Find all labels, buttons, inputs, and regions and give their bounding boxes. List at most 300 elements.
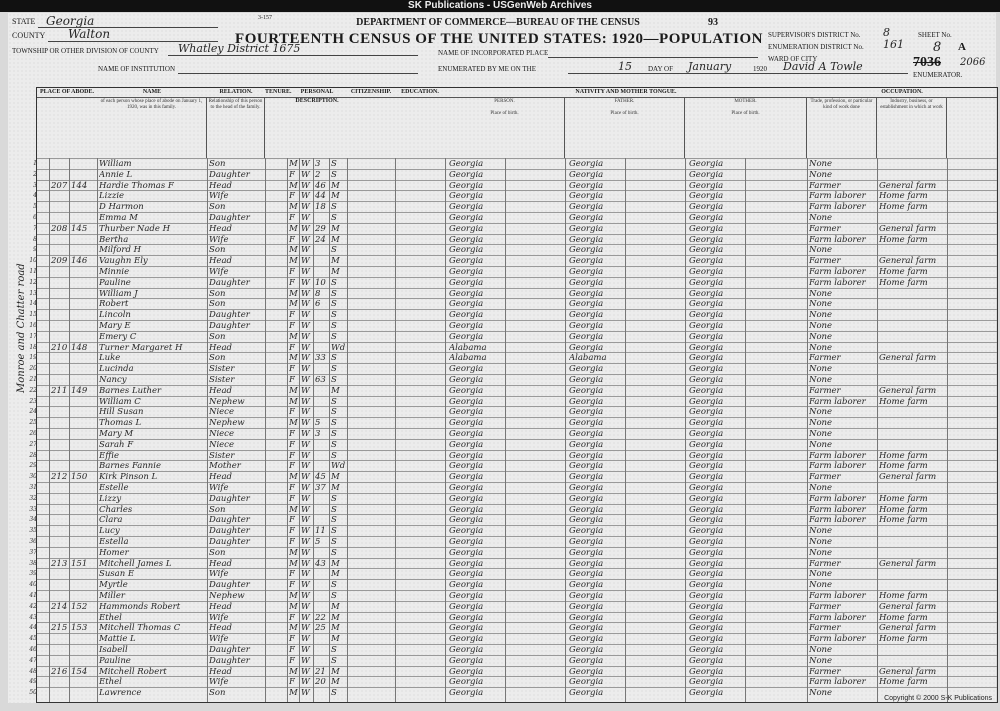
cell-ms: S xyxy=(331,493,337,504)
line-number: 12 xyxy=(29,278,37,286)
form-number: 3-157 xyxy=(258,15,272,21)
cell-mpob: Georgia xyxy=(689,234,724,245)
group-education: EDUCATION. xyxy=(395,88,445,98)
cell-rel: Wife xyxy=(209,267,229,277)
table-row xyxy=(29,385,997,396)
table-row xyxy=(29,536,997,547)
cell-ms: S xyxy=(331,591,337,601)
cell-ind: General farm xyxy=(879,256,937,267)
cell-ms: S xyxy=(331,375,337,385)
cell-race: W xyxy=(301,547,310,558)
line-number: 15 xyxy=(29,311,37,319)
cell-age: 11 xyxy=(315,526,326,537)
cell-rel: Nephew xyxy=(209,396,245,407)
cell-occ: Farmer xyxy=(809,601,841,612)
cell-sex: F xyxy=(289,439,295,450)
cell-occ: Farm laborer xyxy=(809,591,866,601)
cell-ind: General farm xyxy=(879,385,937,396)
cell-rel: Son xyxy=(209,288,226,299)
cell-ms: S xyxy=(331,504,337,515)
cell-pob: Georgia xyxy=(449,375,484,385)
line-number: 27 xyxy=(29,440,37,448)
industry-column-header: Industry, business, or establishment in which at work xyxy=(877,98,947,158)
cell-ms: M xyxy=(331,223,340,234)
cell-mpob: Georgia xyxy=(689,288,724,299)
cell-fam: 148 xyxy=(71,342,88,353)
cell-occ: Farmer xyxy=(809,385,841,396)
cell-rel: Daughter xyxy=(209,526,250,537)
column-divider xyxy=(395,158,396,702)
column-divider xyxy=(265,158,266,702)
cell-race: W xyxy=(301,677,310,688)
cell-sex: F xyxy=(289,169,295,180)
table-row xyxy=(29,547,997,558)
line-number: 10 xyxy=(29,257,37,265)
line-number: 50 xyxy=(29,689,37,697)
cell-dwell: 214 xyxy=(51,601,68,612)
cell-race: W xyxy=(301,385,310,396)
table-row xyxy=(29,471,997,483)
cell-age: 3 xyxy=(315,159,321,169)
cell-name: Nancy xyxy=(99,375,127,385)
cell-race: W xyxy=(301,558,310,569)
cell-mpob: Georgia xyxy=(689,396,724,407)
cell-sex: F xyxy=(289,277,295,288)
line-number: 1 xyxy=(33,160,37,167)
cell-name: Annie L xyxy=(99,169,133,180)
cell-fpob: Georgia xyxy=(569,526,604,537)
cell-occ: Farm laborer xyxy=(809,504,866,515)
cell-race: W xyxy=(301,439,310,450)
cell-ind: General farm xyxy=(879,666,937,677)
cell-pob: Georgia xyxy=(449,450,484,461)
cell-occ: None xyxy=(809,526,833,537)
cell-mpob: Georgia xyxy=(689,364,724,375)
cell-race: W xyxy=(301,472,310,483)
cell-age: 3 xyxy=(315,429,321,439)
cell-pob: Georgia xyxy=(449,213,484,223)
cell-sex: M xyxy=(289,601,298,612)
cell-mpob: Georgia xyxy=(689,472,724,483)
cell-race: W xyxy=(301,310,310,321)
cell-fpob: Georgia xyxy=(569,310,604,321)
cell-sex: M xyxy=(289,245,298,256)
cell-pob: Georgia xyxy=(449,634,484,645)
line-number: 8 xyxy=(33,235,37,243)
cell-rel: Wife xyxy=(209,677,229,688)
cell-occ: Farmer xyxy=(809,472,841,483)
cell-occ: None xyxy=(809,364,833,375)
cell-fpob: Georgia xyxy=(569,483,604,493)
cell-occ: Farm laborer xyxy=(809,234,866,245)
cell-fam: 154 xyxy=(71,666,88,677)
cell-name: Isabell xyxy=(99,645,128,655)
cell-occ: Farm laborer xyxy=(809,461,866,472)
line-number: 38 xyxy=(29,559,37,567)
cell-fpob: Georgia xyxy=(569,396,604,407)
cell-mpob: Georgia xyxy=(689,407,724,418)
line-number: 29 xyxy=(29,462,37,470)
cell-race: W xyxy=(301,169,310,180)
father-pob-label: Place of birth. xyxy=(610,111,639,116)
cell-race: W xyxy=(301,504,310,515)
cell-fpob: Georgia xyxy=(569,299,604,310)
cell-mpob: Georgia xyxy=(689,591,724,601)
table-row xyxy=(29,579,997,591)
cell-rel: Daughter xyxy=(209,655,250,666)
cell-race: W xyxy=(301,299,310,310)
cell-name: Robert xyxy=(99,299,129,310)
state-label: STATE xyxy=(12,17,36,26)
cell-age: 63 xyxy=(315,375,326,385)
cell-race: W xyxy=(301,331,310,342)
cell-race: W xyxy=(301,321,310,331)
cell-race: W xyxy=(301,569,310,580)
cell-rel: Wife xyxy=(209,612,229,623)
cell-ms: M xyxy=(331,601,340,612)
cell-fam: 151 xyxy=(71,558,88,569)
table-row xyxy=(29,655,997,666)
column-divider xyxy=(347,158,348,702)
cell-sex: F xyxy=(289,321,295,331)
table-row xyxy=(29,396,997,407)
cell-fpob: Georgia xyxy=(569,169,604,180)
cell-pob: Georgia xyxy=(449,439,484,450)
cell-occ: None xyxy=(809,245,833,256)
cell-sex: M xyxy=(289,331,298,342)
cell-rel: Head xyxy=(209,558,232,569)
cell-sex: F xyxy=(289,569,295,580)
cell-name: Ethel xyxy=(99,612,122,623)
cell-ind: General farm xyxy=(879,601,937,612)
cell-fpob: Georgia xyxy=(569,213,604,223)
cell-name: Lucinda xyxy=(99,364,134,375)
relation-column-header: Relationship of this person to the head of the family. xyxy=(207,98,265,158)
cell-age: 44 xyxy=(315,191,326,202)
line-number: 46 xyxy=(29,646,37,653)
line-number: 4 xyxy=(33,192,37,200)
cell-pob: Alabama xyxy=(449,342,487,353)
line-number: 49 xyxy=(29,678,37,686)
cell-name: Estella xyxy=(99,537,129,547)
cell-rel: Son xyxy=(209,159,226,169)
cell-race: W xyxy=(301,461,310,472)
cell-rel: Niece xyxy=(209,429,234,439)
column-divider xyxy=(807,158,808,702)
cell-pob: Georgia xyxy=(449,169,484,180)
table-row xyxy=(29,666,997,677)
cell-ind: Home farm xyxy=(879,234,928,245)
cell-fpob: Georgia xyxy=(569,666,604,677)
cell-fam: 145 xyxy=(71,223,88,234)
cell-sex: F xyxy=(289,364,295,375)
cell-ms: S xyxy=(331,655,337,666)
cell-age: 37 xyxy=(315,483,326,493)
cell-pob: Georgia xyxy=(449,256,484,267)
line-number: 9 xyxy=(33,246,37,254)
line-number: 5 xyxy=(33,203,37,211)
cell-sex: F xyxy=(289,450,295,461)
cell-ms: M xyxy=(331,191,340,202)
cell-rel: Daughter xyxy=(209,213,250,223)
cell-fpob: Georgia xyxy=(569,655,604,666)
cell-ind: General farm xyxy=(879,353,937,364)
table-row xyxy=(29,309,997,321)
cell-dwell: 213 xyxy=(51,558,68,569)
cell-name: Mattie L xyxy=(99,634,136,645)
cell-occ: None xyxy=(809,407,833,418)
cell-race: W xyxy=(301,407,310,418)
line-number: 37 xyxy=(29,548,37,556)
cell-ind: Home farm xyxy=(879,191,928,202)
cell-sex: M xyxy=(289,688,298,699)
institution-line xyxy=(178,73,418,74)
cell-fpob: Georgia xyxy=(569,321,604,331)
cell-pob: Georgia xyxy=(449,569,484,580)
cell-fpob: Georgia xyxy=(569,288,604,299)
cell-sex: F xyxy=(289,655,295,666)
cell-occ: None xyxy=(809,655,833,666)
incorporated-place-label: NAME OF INCORPORATED PLACE xyxy=(438,49,549,57)
cell-ms: S xyxy=(331,288,337,299)
cell-mpob: Georgia xyxy=(689,645,724,655)
line-number: 3 xyxy=(33,181,37,189)
table-row xyxy=(29,277,997,288)
cell-rel: Head xyxy=(209,180,232,191)
cell-mpob: Georgia xyxy=(689,191,724,202)
cell-race: W xyxy=(301,515,310,526)
cell-name: Minnie xyxy=(99,267,130,277)
cell-race: W xyxy=(301,450,310,461)
supervisor-number: 8 xyxy=(883,26,890,39)
cell-race: W xyxy=(301,202,310,213)
cell-ms: S xyxy=(331,364,337,375)
table-row xyxy=(29,460,997,472)
cell-name: Lincoln xyxy=(99,310,131,321)
cell-occ: None xyxy=(809,321,833,331)
county-value: Walton xyxy=(68,27,111,41)
cell-ms: S xyxy=(331,537,337,547)
line-number: 6 xyxy=(33,214,37,221)
group-name: NAME xyxy=(97,88,207,98)
cell-sex: M xyxy=(289,223,298,234)
cell-race: W xyxy=(301,418,310,429)
cell-mpob: Georgia xyxy=(689,569,724,580)
father-label: FATHER. xyxy=(614,99,635,104)
township-label: TOWNSHIP OR OTHER DIVISION OF COUNTY xyxy=(12,47,159,55)
cell-name: Mitchell Robert xyxy=(99,666,167,677)
cell-ms: S xyxy=(331,429,337,439)
line-number: 14 xyxy=(29,300,37,308)
cell-pob: Georgia xyxy=(449,385,484,396)
cell-fam: 152 xyxy=(71,601,88,612)
cell-fpob: Georgia xyxy=(569,623,604,634)
cell-race: W xyxy=(301,666,310,677)
cell-occ: None xyxy=(809,688,833,699)
cell-ind: Home farm xyxy=(879,634,928,645)
cell-race: W xyxy=(301,688,310,699)
cell-ind: Home farm xyxy=(879,493,928,504)
cell-pob: Georgia xyxy=(449,547,484,558)
cell-pob: Georgia xyxy=(449,396,484,407)
cell-ms: M xyxy=(331,256,340,267)
cell-ms: M xyxy=(331,267,340,277)
cell-ms: M xyxy=(331,634,340,645)
cell-mpob: Georgia xyxy=(689,159,724,169)
day-of-label: DAY OF xyxy=(648,65,673,73)
cell-rel: Head xyxy=(209,223,232,234)
cell-mpob: Georgia xyxy=(689,493,724,504)
cell-mpob: Georgia xyxy=(689,580,724,591)
cell-name: Charles xyxy=(99,504,133,515)
cell-ind: Home farm xyxy=(879,267,928,277)
cell-ms: Wd xyxy=(331,342,345,353)
cell-rel: Son xyxy=(209,504,226,515)
cell-fpob: Georgia xyxy=(569,612,604,623)
cell-name: Homer xyxy=(99,547,129,558)
cell-race: W xyxy=(301,526,310,537)
supervisor-label: SUPERVISOR'S DISTRICT No. xyxy=(768,31,861,39)
table-row xyxy=(29,676,997,688)
enumerated-label: ENUMERATED BY ME ON THE xyxy=(438,65,536,73)
cell-race: W xyxy=(301,580,310,591)
cell-fpob: Georgia xyxy=(569,504,604,515)
cell-occ: None xyxy=(809,569,833,580)
cell-race: W xyxy=(301,601,310,612)
table-row xyxy=(33,223,997,234)
cell-fam: 150 xyxy=(71,472,88,483)
cell-age: 24 xyxy=(315,234,326,245)
cell-ms: Wd xyxy=(331,461,345,472)
cell-rel: Daughter xyxy=(209,277,250,288)
line-number: 41 xyxy=(29,592,37,599)
cell-sex: F xyxy=(289,234,295,245)
cell-mpob: Georgia xyxy=(689,299,724,310)
cell-ms: S xyxy=(331,202,337,213)
cell-occ: Farm laborer xyxy=(809,515,866,526)
cell-fpob: Georgia xyxy=(569,461,604,472)
cell-occ: None xyxy=(809,342,833,353)
cell-sex: M xyxy=(289,591,298,601)
cell-name: Turner Margaret H xyxy=(99,342,183,353)
cell-fpob: Georgia xyxy=(569,418,604,429)
cell-fpob: Georgia xyxy=(569,180,604,191)
cell-name: Susan E xyxy=(99,569,135,580)
cell-name: Thurber Nade H xyxy=(99,223,171,234)
cell-age: 10 xyxy=(315,277,326,288)
cell-name: Hill Susan xyxy=(99,407,144,418)
cell-age: 22 xyxy=(315,612,326,623)
cell-occ: Farmer xyxy=(809,558,841,569)
cell-fpob: Georgia xyxy=(569,634,604,645)
cell-sex: F xyxy=(289,375,295,385)
cell-name: Vaughn Ely xyxy=(99,256,148,267)
cell-ind: Home farm xyxy=(879,277,928,288)
cell-race: W xyxy=(301,353,310,364)
cell-rel: Wife xyxy=(209,234,229,245)
cell-rel: Son xyxy=(209,245,226,256)
column-divider xyxy=(947,158,948,702)
cell-dwell: 212 xyxy=(51,472,68,483)
table-row xyxy=(29,363,997,375)
cell-pob: Georgia xyxy=(449,645,484,655)
cell-mpob: Georgia xyxy=(689,169,724,180)
cell-occ: Farm laborer xyxy=(809,267,866,277)
cell-race: W xyxy=(301,429,310,439)
state-line xyxy=(38,27,218,28)
cell-occ: Farmer xyxy=(809,223,841,234)
cell-rel: Head xyxy=(209,385,232,396)
cell-name: Lawrence xyxy=(99,688,142,699)
cell-occ: Farmer xyxy=(809,353,841,364)
cell-pob: Georgia xyxy=(449,245,484,256)
cell-occ: None xyxy=(809,418,833,429)
cell-name: Mitchell James L xyxy=(99,558,172,569)
cell-mpob: Georgia xyxy=(689,202,724,213)
cell-sex: F xyxy=(289,213,295,223)
cell-name: Hardie Thomas F xyxy=(99,180,174,191)
cell-sex: F xyxy=(289,407,295,418)
incorporated-place-line xyxy=(548,57,758,58)
cell-occ: Farm laborer xyxy=(809,612,866,623)
cell-ms: S xyxy=(331,439,337,450)
table-row xyxy=(29,352,997,364)
cell-pob: Georgia xyxy=(449,429,484,439)
mother-column-header xyxy=(685,98,807,158)
cell-rel: Head xyxy=(209,256,232,267)
cell-fpob: Georgia xyxy=(569,407,604,418)
cell-fam: 146 xyxy=(71,256,88,267)
cell-sex: M xyxy=(289,666,298,677)
cell-mpob: Georgia xyxy=(689,375,724,385)
line-number: 24 xyxy=(29,408,37,416)
cell-ind: Home farm xyxy=(879,677,928,688)
column-divider xyxy=(445,158,446,702)
line-number: 19 xyxy=(29,354,37,362)
stamp-number-2: 2066 xyxy=(960,57,986,68)
line-number: 17 xyxy=(29,332,37,340)
sheet-side: A xyxy=(958,41,966,53)
cell-race: W xyxy=(301,256,310,267)
cell-race: W xyxy=(301,234,310,245)
column-divider xyxy=(69,158,70,702)
cell-pob: Georgia xyxy=(449,364,484,375)
cell-name: Hammonds Robert xyxy=(99,601,181,612)
line-number: 22 xyxy=(29,386,37,394)
cell-mpob: Georgia xyxy=(689,526,724,537)
cell-ind: General farm xyxy=(879,472,937,483)
cell-rel: Son xyxy=(209,299,226,310)
cell-occ: None xyxy=(809,429,833,439)
cell-fpob: Georgia xyxy=(569,245,604,256)
enumerator-label: ENUMERATOR. xyxy=(913,71,963,79)
cell-pob: Georgia xyxy=(449,331,484,342)
line-number: 11 xyxy=(29,268,37,275)
cell-sex: F xyxy=(289,342,295,353)
table-row xyxy=(29,428,997,439)
cell-pob: Georgia xyxy=(449,202,484,213)
cell-ms: M xyxy=(331,234,340,245)
cell-pob: Georgia xyxy=(449,407,484,418)
trade-column-header: Trade, profession, or particular kind of work done xyxy=(807,98,877,158)
cell-rel: Daughter xyxy=(209,321,250,331)
cell-occ: Farmer xyxy=(809,623,841,634)
cell-dwell: 207 xyxy=(51,180,68,191)
cell-rel: Daughter xyxy=(209,515,250,526)
copyright-notice: Copyright © 2000 S-K Publications xyxy=(884,695,992,702)
cell-name: William xyxy=(99,159,132,169)
cell-name: Ethel xyxy=(99,677,122,688)
